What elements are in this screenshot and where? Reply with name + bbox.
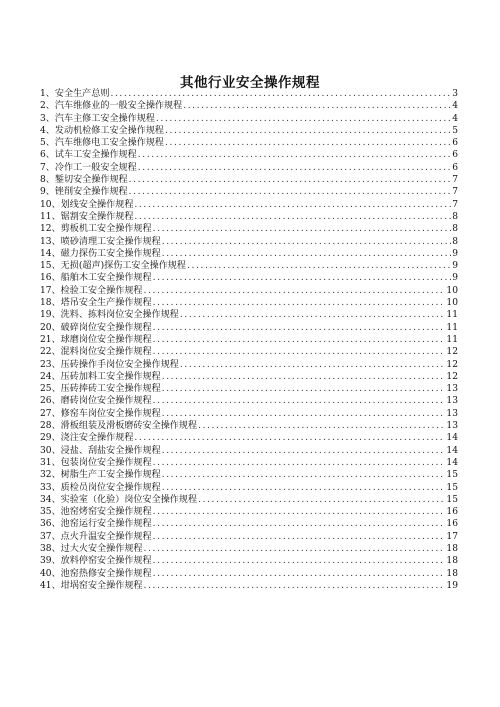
toc-entry-label: 29、浇注安全操作规程 bbox=[40, 433, 134, 444]
toc-entry[interactable] bbox=[40, 531, 458, 543]
toc-entry-label: 22、混料岗位安全操作规程 bbox=[40, 347, 152, 358]
toc-entry-label: 10、划线安全操作规程 bbox=[40, 199, 134, 210]
toc-entry-page-number: 10 bbox=[446, 285, 458, 296]
toc-entry-label: 24、压砖加料工安全操作规程 bbox=[40, 371, 161, 382]
toc-entry-label: 19、洗料、拣料岗位安全操作规程 bbox=[40, 310, 179, 321]
toc-entry[interactable] bbox=[40, 371, 458, 383]
toc-entry-label: 36、池窑运行安全操作规程 bbox=[40, 519, 152, 530]
toc-entry[interactable] bbox=[40, 186, 458, 198]
toc-entry-label: 34、实验室（化验）岗位安全操作规程 bbox=[40, 494, 198, 505]
toc-entry-page-number: 16 bbox=[446, 507, 458, 518]
toc-entry-page-number: 15 bbox=[446, 482, 458, 493]
toc-entry[interactable] bbox=[40, 432, 458, 444]
toc-dot-leader bbox=[110, 88, 451, 100]
toc-entry-label: 8、錾切安全操作规程 bbox=[40, 175, 128, 186]
toc-dot-leader bbox=[153, 322, 446, 334]
toc-dot-leader bbox=[134, 432, 445, 444]
toc-entry-page-number: 7 bbox=[452, 187, 458, 198]
toc-entry[interactable] bbox=[40, 359, 458, 371]
toc-dot-leader bbox=[144, 543, 446, 555]
toc-entry-label: 41、坩埚窑安全操作规程 bbox=[40, 580, 143, 591]
toc-entry[interactable] bbox=[40, 285, 458, 297]
toc-dot-leader bbox=[144, 285, 446, 297]
toc-dot-leader bbox=[183, 100, 451, 112]
toc-entry-page-number: 6 bbox=[452, 162, 458, 173]
toc-entry-label: 30、浸盐、刮盐安全操作规程 bbox=[40, 445, 161, 456]
toc-entry-label: 6、试车工安全操作规程 bbox=[40, 150, 137, 161]
toc-entry-label: 3、汽车主修工安全操作规程 bbox=[40, 113, 155, 124]
toc-entry[interactable] bbox=[40, 248, 458, 260]
toc-entry[interactable] bbox=[40, 297, 458, 309]
toc-dot-leader bbox=[153, 223, 452, 235]
toc-entry[interactable] bbox=[40, 272, 458, 284]
toc-entry-page-number: 12 bbox=[446, 371, 458, 382]
toc-entry-label: 23、压砖操作手岗位安全操作规程 bbox=[40, 359, 179, 370]
toc-entry-page-number: 11 bbox=[446, 334, 458, 345]
toc-dot-leader bbox=[153, 531, 446, 543]
toc-entry-page-number: 16 bbox=[446, 519, 458, 530]
toc-entry-page-number: 15 bbox=[446, 470, 458, 481]
toc-entry-label: 2、汽车维修业的一般安全操作规程 bbox=[40, 101, 183, 112]
toc-entry[interactable] bbox=[40, 309, 458, 321]
toc-entry-page-number: 8 bbox=[452, 236, 458, 247]
toc-entry-page-number: 9 bbox=[452, 248, 458, 259]
toc-entry-page-number: 9 bbox=[452, 273, 458, 284]
toc-entry[interactable] bbox=[40, 260, 458, 272]
toc-entry[interactable] bbox=[40, 568, 458, 580]
toc-entry-page-number: 6 bbox=[452, 150, 458, 161]
toc-dot-leader bbox=[153, 297, 446, 309]
toc-dot-leader bbox=[153, 518, 446, 530]
toc-entry-label: 37、点火升温安全操作规程 bbox=[40, 531, 152, 542]
toc-entry-label: 9、锉削安全操作规程 bbox=[40, 187, 128, 198]
toc-entry-label: 39、放料停窑安全操作规程 bbox=[40, 556, 152, 567]
toc-dot-leader bbox=[162, 469, 446, 481]
toc-entry[interactable] bbox=[40, 113, 458, 125]
toc-entry-page-number: 4 bbox=[452, 101, 458, 112]
toc-entry[interactable] bbox=[40, 88, 458, 100]
toc-entry-page-number: 18 bbox=[446, 556, 458, 567]
toc-dot-leader bbox=[153, 334, 446, 346]
toc-entry-page-number: 14 bbox=[446, 433, 458, 444]
toc-entry-label: 1、安全生产总则 bbox=[40, 89, 110, 99]
toc-entry-page-number: 12 bbox=[446, 359, 458, 370]
toc-entry-label: 32、树脂生产工安全操作规程 bbox=[40, 470, 161, 481]
toc-dot-leader bbox=[180, 309, 446, 321]
toc-entry-label: 20、破碎岗位安全操作规程 bbox=[40, 322, 152, 333]
toc-dot-leader bbox=[153, 506, 446, 518]
toc-entry-label: 26、磨砖岗位安全操作规程 bbox=[40, 396, 152, 407]
toc-entry[interactable] bbox=[40, 174, 458, 186]
toc-dot-leader bbox=[134, 199, 451, 211]
toc-entry-page-number: 7 bbox=[452, 199, 458, 210]
toc-entry-label: 18、塔吊安全生产操作规程 bbox=[40, 298, 152, 309]
toc-dot-leader bbox=[134, 211, 451, 223]
toc-entry[interactable] bbox=[40, 395, 458, 407]
toc-dot-leader bbox=[198, 420, 445, 432]
toc-entry[interactable] bbox=[40, 211, 458, 223]
page-title: 其他行业安全操作规程 bbox=[180, 75, 320, 91]
toc-entry-page-number: 4 bbox=[452, 113, 458, 124]
toc-entry[interactable] bbox=[40, 383, 458, 395]
toc-entry-label: 38、过大火安全操作规程 bbox=[40, 543, 143, 554]
toc-entry-label: 11、锯割安全操作规程 bbox=[40, 211, 134, 222]
toc-entry-page-number: 10 bbox=[446, 298, 458, 309]
toc-dot-leader bbox=[153, 568, 446, 580]
toc-entry-label: 31、包装岗位安全操作规程 bbox=[40, 457, 152, 468]
toc-dot-leader bbox=[129, 174, 452, 186]
toc-entry[interactable] bbox=[40, 445, 458, 457]
toc-dot-leader bbox=[162, 236, 452, 248]
toc-dot-leader bbox=[153, 346, 446, 358]
toc-entry[interactable] bbox=[40, 100, 458, 112]
toc-dot-leader bbox=[138, 162, 451, 174]
toc-entry-label: 21、球磨岗位安全操作规程 bbox=[40, 334, 152, 345]
toc-entry[interactable] bbox=[40, 137, 458, 149]
toc-entry-label: 5、汽车维修电工安全操作规程 bbox=[40, 138, 165, 149]
toc-entry-page-number: 9 bbox=[452, 261, 458, 272]
toc-entry-page-number: 18 bbox=[446, 568, 458, 579]
toc-entry[interactable] bbox=[40, 420, 458, 432]
toc-entry[interactable] bbox=[40, 457, 458, 469]
toc-dot-leader bbox=[138, 149, 451, 161]
toc-entry[interactable] bbox=[40, 469, 458, 481]
toc-entry-label: 12、剪板机工安全操作规程 bbox=[40, 224, 152, 235]
toc-entry[interactable] bbox=[40, 555, 458, 567]
toc-entry-page-number: 8 bbox=[452, 224, 458, 235]
toc-entry-page-number: 15 bbox=[446, 494, 458, 505]
toc-entry[interactable] bbox=[40, 334, 458, 346]
toc-dot-leader bbox=[153, 555, 446, 567]
toc-entry-label: 14、磁力探伤工安全操作规程 bbox=[40, 248, 161, 259]
toc-dot-leader bbox=[162, 408, 446, 420]
toc-entry-page-number: 8 bbox=[452, 211, 458, 222]
toc-dot-leader bbox=[153, 395, 446, 407]
toc-entry-label: 40、池窑热修安全操作规程 bbox=[40, 568, 152, 579]
toc-dot-leader bbox=[162, 248, 452, 260]
toc-entry-page-number: 6 bbox=[452, 138, 458, 149]
toc-entry[interactable] bbox=[40, 518, 458, 530]
toc-entry-page-number: 3 bbox=[452, 89, 458, 99]
toc-entry-page-number: 13 bbox=[446, 408, 458, 419]
toc-entry-page-number: 14 bbox=[446, 457, 458, 468]
toc-entry-page-number: 19 bbox=[446, 580, 458, 591]
toc-entry[interactable] bbox=[40, 494, 458, 506]
toc-entry-label: 13、喷砂清理工安全操作规程 bbox=[40, 236, 161, 247]
toc-entry-page-number: 13 bbox=[446, 421, 458, 432]
toc-entry-page-number: 5 bbox=[452, 125, 458, 136]
toc-entry[interactable] bbox=[40, 543, 458, 555]
toc-entry[interactable] bbox=[40, 125, 458, 137]
toc-entry-page-number: 17 bbox=[446, 531, 458, 542]
toc-dot-leader bbox=[153, 457, 446, 469]
toc-dot-leader bbox=[162, 383, 446, 395]
toc-entry[interactable] bbox=[40, 346, 458, 358]
toc-entry-label: 27、修窑车岗位安全操作规程 bbox=[40, 408, 161, 419]
table-of-contents bbox=[40, 88, 458, 592]
toc-entry[interactable] bbox=[40, 149, 458, 161]
toc-dot-leader bbox=[129, 186, 452, 198]
toc-dot-leader bbox=[180, 359, 446, 371]
toc-dot-leader bbox=[165, 137, 451, 149]
toc-entry-page-number: 13 bbox=[446, 384, 458, 395]
toc-entry-label: 7、冷作工一般安全规程 bbox=[40, 162, 137, 173]
toc-dot-leader bbox=[162, 371, 446, 383]
toc-entry-label: 35、池窑烤窑安全操作规程 bbox=[40, 507, 152, 518]
toc-entry-label: 28、滑板组装及滑板磨砖安全操作规程 bbox=[40, 421, 198, 432]
toc-dot-leader bbox=[198, 494, 445, 506]
toc-dot-leader bbox=[187, 260, 451, 272]
toc-entry[interactable] bbox=[40, 199, 458, 211]
toc-entry-label: 16、船舶木工安全操作规程 bbox=[40, 273, 152, 284]
toc-entry-label: 25、压砖捧砖工安全操作规程 bbox=[40, 384, 161, 395]
toc-dot-leader bbox=[162, 482, 446, 494]
toc-dot-leader bbox=[162, 445, 446, 457]
toc-entry[interactable] bbox=[40, 162, 458, 174]
toc-entry-label: 17、检验工安全操作规程 bbox=[40, 285, 143, 296]
toc-entry[interactable] bbox=[40, 482, 458, 494]
toc-dot-leader bbox=[153, 272, 452, 284]
toc-entry-page-number: 11 bbox=[446, 310, 458, 321]
toc-entry-page-number: 13 bbox=[446, 396, 458, 407]
toc-dot-leader bbox=[156, 113, 451, 125]
toc-dot-leader bbox=[144, 580, 446, 592]
toc-dot-leader bbox=[165, 125, 451, 137]
toc-entry-label: 4、发动机检修工安全操作规程 bbox=[40, 125, 165, 136]
toc-entry[interactable] bbox=[40, 236, 458, 248]
toc-entry-page-number: 14 bbox=[446, 445, 458, 456]
toc-entry-label: 15、无损(超声)探伤工安全操作规程 bbox=[40, 261, 186, 272]
toc-entry[interactable] bbox=[40, 322, 458, 334]
toc-entry-label: 33、质检员岗位安全操作规程 bbox=[40, 482, 161, 493]
toc-entry[interactable] bbox=[40, 408, 458, 420]
toc-entry-page-number: 7 bbox=[452, 175, 458, 186]
toc-entry[interactable] bbox=[40, 223, 458, 235]
toc-entry[interactable] bbox=[40, 580, 458, 592]
toc-entry-page-number: 12 bbox=[446, 347, 458, 358]
toc-entry-page-number: 11 bbox=[446, 322, 458, 333]
toc-entry[interactable] bbox=[40, 506, 458, 518]
toc-entry-page-number: 18 bbox=[446, 543, 458, 554]
